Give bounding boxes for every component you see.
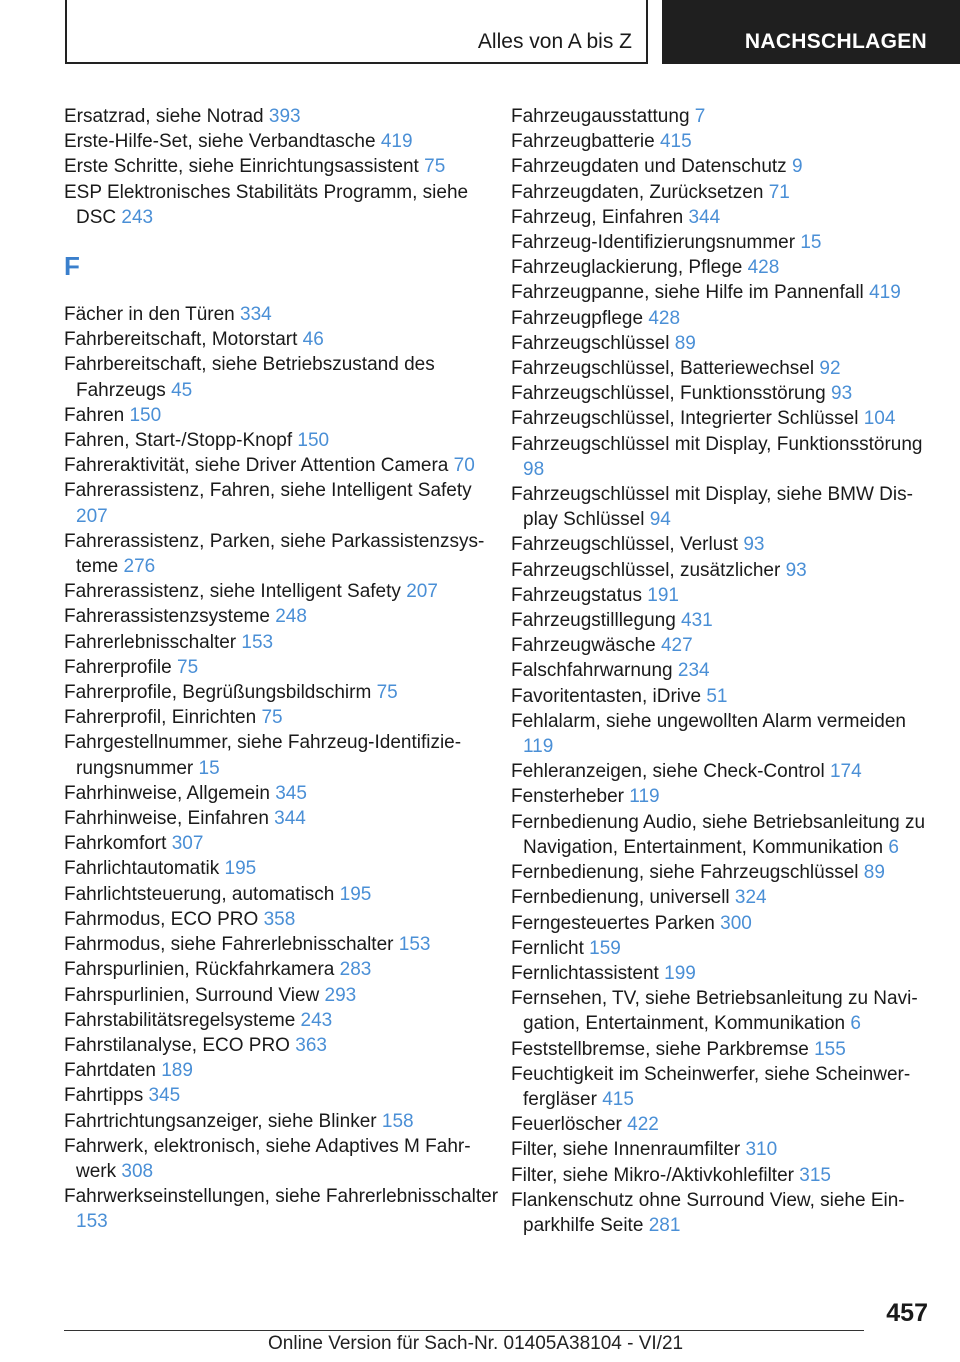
index-entry-page-link[interactable]: 119 — [523, 736, 554, 758]
index-entry — [511, 331, 931, 356]
index-entry — [511, 633, 931, 658]
header-chapter-title: NACHSCHLAGEN — [744, 30, 927, 53]
index-entry-page-link[interactable]: 75 — [177, 656, 199, 678]
index-entry — [64, 579, 504, 604]
index-entry-term: Falschfahrwarnung — [511, 660, 673, 682]
index-entry-page-link[interactable]: 195 — [339, 883, 372, 905]
index-entry-page-link[interactable]: 75 — [376, 682, 398, 704]
index-entry — [64, 453, 504, 478]
index-entry — [511, 986, 931, 1036]
index-entry-term: Fernbedienung, siehe Fahrzeugschlüssel — [511, 862, 859, 884]
index-entry-page-link[interactable]: 243 — [121, 206, 154, 228]
index-entry — [64, 680, 504, 705]
index-entry — [511, 205, 931, 230]
index-entry-term: Fahrzeugschlüssel mit Display, Funktionsstörung — [511, 433, 923, 455]
index-entry — [64, 352, 504, 402]
index-entry-term: Fahrerprofil, Einrichten — [64, 707, 257, 729]
index-entry — [64, 907, 504, 932]
index-entry-term: Fahrerlebnisschalter — [64, 631, 237, 653]
index-entry-term: Fahrerassistenz, siehe Intelligent Safety — [64, 581, 401, 603]
index-entry — [64, 327, 504, 352]
index-entry — [64, 932, 504, 957]
index-entry-term: Fahrzeugausstattung — [511, 106, 690, 127]
index-entry-page-link[interactable]: 70 — [453, 455, 475, 477]
index-entry-term: Fahrspurlinien, Surround View — [64, 984, 320, 1006]
index-entry-page-link[interactable]: 293 — [324, 984, 357, 1006]
index-entry-term: Fahren, Start-/Stopp-Knopf — [64, 430, 293, 452]
index-entry-page-link[interactable]: 243 — [300, 1009, 333, 1031]
index-entry-term: Fahrbereitschaft, siehe Betriebszustand des Fahrzeugs — [64, 354, 435, 401]
index-entry-term: Fächer in den Türen — [64, 304, 235, 326]
index-entry-page-link[interactable]: 363 — [295, 1034, 327, 1056]
index-entry-term: Erste Schritte, siehe Einrichtungsassistent — [64, 156, 419, 178]
index-entry — [64, 1184, 504, 1234]
footer-online-version: Online Version für Sach-Nr. 01405A38104 - VI/21 — [268, 1333, 684, 1354]
index-entry-term: Fahrmodus, siehe Fahrerlebnisschalter — [64, 934, 394, 956]
index-entry — [511, 280, 931, 305]
index-entry-page-link[interactable]: 300 — [720, 912, 752, 934]
index-entry — [511, 180, 931, 205]
index-entry-page-link[interactable]: 71 — [768, 181, 790, 203]
index-entry — [64, 831, 504, 856]
index-entry-page-link[interactable]: 308 — [121, 1160, 154, 1182]
index-entry-page-link[interactable]: 310 — [745, 1139, 778, 1161]
index-entry-term: Fahrwerk, elektronisch, siehe Adaptives M Fahrwerk — [64, 1135, 471, 1182]
index-entry-page-link[interactable]: 415 — [602, 1088, 634, 1110]
index-entry-term: Fahrerassistenz, Parken, siehe Parkassistenzsysteme — [64, 530, 485, 578]
index-entry-term: Filter, siehe Innenraumfilter — [511, 1139, 741, 1161]
index-entry-page-link[interactable]: 283 — [339, 959, 372, 981]
index-entry — [511, 860, 931, 885]
index-entry-page-link[interactable]: 174 — [829, 761, 862, 783]
index-entry-term: Fahrzeugdaten und Datenschutz — [511, 156, 787, 178]
index-entry — [511, 104, 931, 129]
index-entry-term: Fahrzeugstilllegung — [511, 610, 676, 632]
index-entry — [64, 302, 504, 327]
index-entry — [64, 104, 504, 129]
index-entry — [64, 856, 504, 881]
index-entry-term: Favoritentasten, iDrive — [511, 685, 702, 707]
index-entry-term: Fernsehen, TV, siehe Betriebsanleitung zu Navigation, Entertainment, Kommunikation — [511, 988, 918, 1035]
index-entry-term: Fahrzeugschlüssel, Verlust — [511, 534, 739, 556]
index-entry-page-link[interactable]: 6 — [850, 1013, 861, 1035]
index-entry-term: Fahrzeugdaten, Zurücksetzen — [511, 181, 764, 203]
index-entry-term: Fahrwerkseinstellungen, siehe Fahrerlebnisschalter — [64, 1186, 499, 1208]
index-entry-term: Fahrzeugschlüssel, Batteriewechsel — [511, 358, 815, 380]
index-column-left — [64, 104, 504, 1235]
index-entry-term: Fahreraktivität, siehe Driver Attention Camera — [64, 455, 449, 477]
index-entry-page-link[interactable]: 344 — [274, 808, 306, 830]
index-entry-page-link[interactable]: 189 — [161, 1060, 193, 1082]
index-entry-term: Ferngesteuertes Parken — [511, 912, 715, 934]
index-entry — [64, 882, 504, 907]
index-entry — [511, 936, 931, 961]
index-entry-page-link[interactable]: 307 — [171, 833, 204, 855]
index-entry — [64, 1058, 504, 1083]
index-entry-term: Fahrbereitschaft, Motorstart — [64, 329, 298, 351]
index-entry — [511, 129, 931, 154]
header-section-title: Alles von A bis Z — [477, 30, 632, 53]
index-entry-term: Fahrkomfort — [64, 833, 167, 855]
index-entry — [64, 154, 504, 179]
index-entry-page-link[interactable]: 428 — [747, 257, 780, 279]
index-entry-page-link[interactable]: 334 — [240, 304, 272, 326]
index-entry — [64, 806, 504, 831]
index-entry-page-link[interactable]: 89 — [863, 862, 885, 884]
index-entry-page-link[interactable]: 234 — [677, 660, 710, 682]
index-entry — [511, 709, 931, 759]
index-entry-term: Fahrlichtautomatik — [64, 858, 220, 880]
index-entry-term: Fahrhinweise, Einfahren — [64, 808, 269, 830]
index-entry-page-link[interactable]: 45 — [171, 379, 193, 401]
index-entry-term: Fahrzeugwäsche — [511, 635, 656, 657]
index-entry — [64, 781, 504, 806]
index-entry-term: Fahrzeug, Einfahren — [511, 206, 684, 228]
index-entry-term: Fernbedienung Audio, siehe Betriebsanleitung zu Navigation, Entertainment, Kommunikation — [511, 811, 926, 858]
index-entry-page-link[interactable]: 281 — [648, 1214, 681, 1236]
index-entry — [64, 529, 504, 579]
index-entry-term: Ersatzrad, siehe Notrad — [64, 106, 264, 127]
index-entry-page-link[interactable]: 191 — [647, 584, 679, 606]
index-entry — [511, 911, 931, 936]
index-entry-page-link[interactable]: 75 — [261, 707, 283, 729]
index-entry-term: Flankenschutz ohne Surround View, siehe Einparkhilfe Seite — [511, 1189, 905, 1236]
index-entry-page-link[interactable]: 150 — [129, 404, 162, 426]
index-entry-term: Fahrzeugschlüssel, Funktionsstörung — [511, 383, 826, 405]
index-entry-page-link[interactable]: 207 — [76, 505, 108, 527]
index-entry-term: Fahren — [64, 404, 125, 426]
index-entry-term: ESP Elektronisches Stabilitäts Programm, siehe DSC — [64, 181, 469, 228]
index-entry — [64, 957, 504, 982]
index-entry-page-link[interactable]: 324 — [734, 887, 767, 909]
index-entry — [511, 684, 931, 709]
index-entry-term: Fahrerassistenz, Fahren, siehe Intelligent Safety — [64, 480, 472, 502]
index-entry-page-link[interactable]: 51 — [706, 685, 728, 707]
index-entry-term: Filter, siehe Mikro-/Aktivkohlefilter — [511, 1164, 794, 1186]
index-entry — [511, 406, 931, 431]
index-entry-term: Fehlalarm, siehe ungewollten Alarm vermeiden — [511, 710, 906, 732]
index-entry-term: Fernlichtassistent — [511, 962, 659, 984]
index-entry-page-link[interactable]: 93 — [785, 559, 807, 581]
index-entry — [64, 403, 504, 428]
index-entry-term: Feuchtigkeit im Scheinwerfer, siehe Scheinwerfergläser — [511, 1063, 911, 1110]
index-entry-page-link[interactable]: 7 — [694, 106, 706, 127]
index-entry — [511, 381, 931, 406]
index-entry-page-link[interactable]: 431 — [681, 610, 713, 632]
index-entry-page-link[interactable]: 345 — [148, 1085, 181, 1107]
index-entry — [64, 655, 504, 680]
index-entry — [511, 583, 931, 608]
index-entry — [511, 432, 931, 482]
index-entry — [511, 1163, 931, 1188]
index-entry-page-link[interactable]: 419 — [869, 282, 901, 304]
index-letter-heading: F — [64, 251, 80, 282]
index-entry — [64, 180, 504, 230]
index-entry — [64, 630, 504, 655]
index-entry-page-link[interactable]: 315 — [799, 1164, 831, 1186]
index-entry-page-link[interactable]: 92 — [819, 358, 841, 380]
index-entry-page-link[interactable]: 89 — [674, 332, 696, 354]
index-entry-term: Fahrlichtsteuerung, automatisch — [64, 883, 335, 905]
index-entry-page-link[interactable]: 276 — [123, 556, 156, 578]
index-column-right — [511, 104, 931, 1238]
index-entry-page-link[interactable]: 15 — [800, 232, 822, 254]
index-entry-page-link[interactable]: 93 — [831, 383, 853, 405]
index-entry — [64, 705, 504, 730]
index-entry-term: Fahrzeugschlüssel, zusätzlicher — [511, 559, 781, 581]
index-entry-term: Fahrtrichtungsanzeiger, siehe Blinker — [64, 1110, 377, 1132]
index-entry-term: Fahrzeugschlüssel, Integrierter Schlüssel — [511, 408, 859, 430]
index-entry-term: Fernlicht — [511, 937, 584, 959]
index-entry-page-link[interactable]: 94 — [649, 509, 671, 531]
index-entry — [64, 129, 504, 154]
index-entry-page-link[interactable]: 419 — [380, 131, 413, 153]
footer-divider — [64, 1330, 864, 1331]
index-entry-term: Fehleranzeigen, siehe Check-Control — [511, 761, 825, 783]
header-section-box — [65, 0, 648, 64]
index-entry-page-link[interactable]: 75 — [424, 156, 446, 178]
index-entry-page-link[interactable]: 150 — [297, 430, 330, 452]
index-entry — [511, 1062, 931, 1112]
index-entry-page-link[interactable]: 358 — [263, 908, 296, 930]
index-entry — [511, 1112, 931, 1137]
index-entry-term: Fahrzeugpflege — [511, 307, 644, 329]
index-entry-page-link[interactable]: 344 — [688, 206, 721, 228]
index-entry-term: Fahrgestellnummer, siehe Fahrzeug-Identifizierungsnummer — [64, 732, 462, 779]
index-entry — [511, 255, 931, 280]
index-entry-term: Fensterheber — [511, 786, 625, 808]
index-entry — [511, 810, 931, 860]
index-entry-page-link[interactable]: 104 — [863, 408, 896, 430]
index-entry-term: Fahrzeuglackierung, Pflege — [511, 257, 743, 279]
index-entry-term: Fahrzeugbatterie — [511, 131, 655, 153]
index-entry-page-link[interactable]: 415 — [659, 131, 692, 153]
index-entry — [511, 532, 931, 557]
index-entry-term: Fahrtipps — [64, 1085, 144, 1107]
index-entry-page-link[interactable]: 158 — [381, 1110, 414, 1132]
index-entry-page-link[interactable]: 195 — [224, 858, 257, 880]
index-entry — [511, 1188, 931, 1238]
index-entry-term: Fahrspurlinien, Rückfahrkamera — [64, 959, 335, 981]
index-entry — [64, 428, 504, 453]
index-entry-term: Fahrzeug-Identifizierungsnummer — [511, 232, 796, 254]
index-entry — [511, 1137, 931, 1162]
index-entry-page-link[interactable]: 6 — [888, 836, 899, 858]
index-entry-page-link[interactable]: 207 — [406, 581, 438, 603]
index-entry — [64, 1008, 504, 1033]
index-entry-page-link[interactable]: 93 — [743, 534, 765, 556]
index-entry — [511, 1037, 931, 1062]
index-entry-term: Fahrzeugschlüssel mit Display, siehe BMW Display Schlüssel — [511, 484, 913, 531]
index-entry-term: Fahrstilanalyse, ECO PRO — [64, 1034, 290, 1056]
index-entry-page-link[interactable]: 46 — [302, 329, 324, 351]
index-entry — [511, 306, 931, 331]
index-entry-page-link[interactable]: 427 — [660, 635, 693, 657]
index-entry-page-link[interactable]: 98 — [523, 458, 545, 480]
index-entry-term: Erste-Hilfe-Set, siehe Verbandtasche — [64, 131, 376, 153]
header-chapter-tab — [662, 0, 960, 64]
index-entry — [511, 558, 931, 583]
index-entry-term: Fahrzeugstatus — [511, 584, 642, 606]
index-entry — [64, 1134, 504, 1184]
index-entry-term: Fernbedienung, universell — [511, 887, 730, 909]
index-entry-page-link[interactable]: 159 — [589, 937, 621, 959]
index-entry-page-link[interactable]: 428 — [648, 307, 681, 329]
index-entry-page-link[interactable]: 153 — [398, 934, 431, 956]
index-entry — [511, 784, 931, 809]
index-entry-term: Fahrerprofile — [64, 656, 172, 678]
index-entry — [511, 230, 931, 255]
index-entry-page-link[interactable]: 422 — [627, 1114, 659, 1136]
index-entry — [64, 478, 504, 528]
index-entry-term: Feuerlöscher — [511, 1114, 622, 1136]
page-number: 457 — [886, 1299, 928, 1327]
index-entry — [64, 730, 504, 780]
index-entry-term: Fahrerassistenzsysteme — [64, 606, 270, 628]
index-entry — [511, 885, 931, 910]
index-entry-page-link[interactable]: 199 — [664, 962, 696, 984]
index-entry-page-link[interactable]: 153 — [76, 1211, 108, 1233]
index-entry-page-link[interactable]: 15 — [198, 757, 220, 779]
index-entry-term: Fahrzeugschlüssel — [511, 332, 670, 354]
index-entry-page-link[interactable]: 345 — [275, 782, 307, 804]
index-entry — [511, 658, 931, 683]
index-entry — [64, 1109, 504, 1134]
index-entry-page-link[interactable]: 155 — [814, 1038, 846, 1060]
index-entry — [511, 154, 931, 179]
index-entry — [64, 604, 504, 629]
index-entry-term: Fahrstabilitätsregelsysteme — [64, 1009, 296, 1031]
index-entry-term: Fahrmodus, ECO PRO — [64, 908, 259, 930]
index-entry-term: Fahrerprofile, Begrüßungsbildschirm — [64, 682, 372, 704]
index-entry-term: Fahrhinweise, Allgemein — [64, 782, 270, 804]
index-entry — [64, 1083, 504, 1108]
index-entry — [511, 961, 931, 986]
index-entry-term: Fahrzeugpanne, siehe Hilfe im Pannenfall — [511, 282, 864, 304]
index-entry-page-link[interactable]: 9 — [791, 156, 803, 178]
index-entry — [511, 356, 931, 381]
index-entry — [511, 608, 931, 633]
index-entry-term: Feststellbremse, siehe Parkbremse — [511, 1038, 809, 1060]
index-entry-term: Fahrtdaten — [64, 1060, 156, 1082]
index-entry — [64, 1033, 504, 1058]
index-entry-page-link[interactable]: 393 — [268, 106, 301, 127]
index-entry — [511, 759, 931, 784]
index-entry — [64, 983, 504, 1008]
index-entry-page-link[interactable]: 119 — [629, 786, 660, 808]
index-entry-page-link[interactable]: 153 — [241, 631, 274, 653]
index-entry-page-link[interactable]: 248 — [275, 606, 307, 628]
index-entry — [511, 482, 931, 532]
